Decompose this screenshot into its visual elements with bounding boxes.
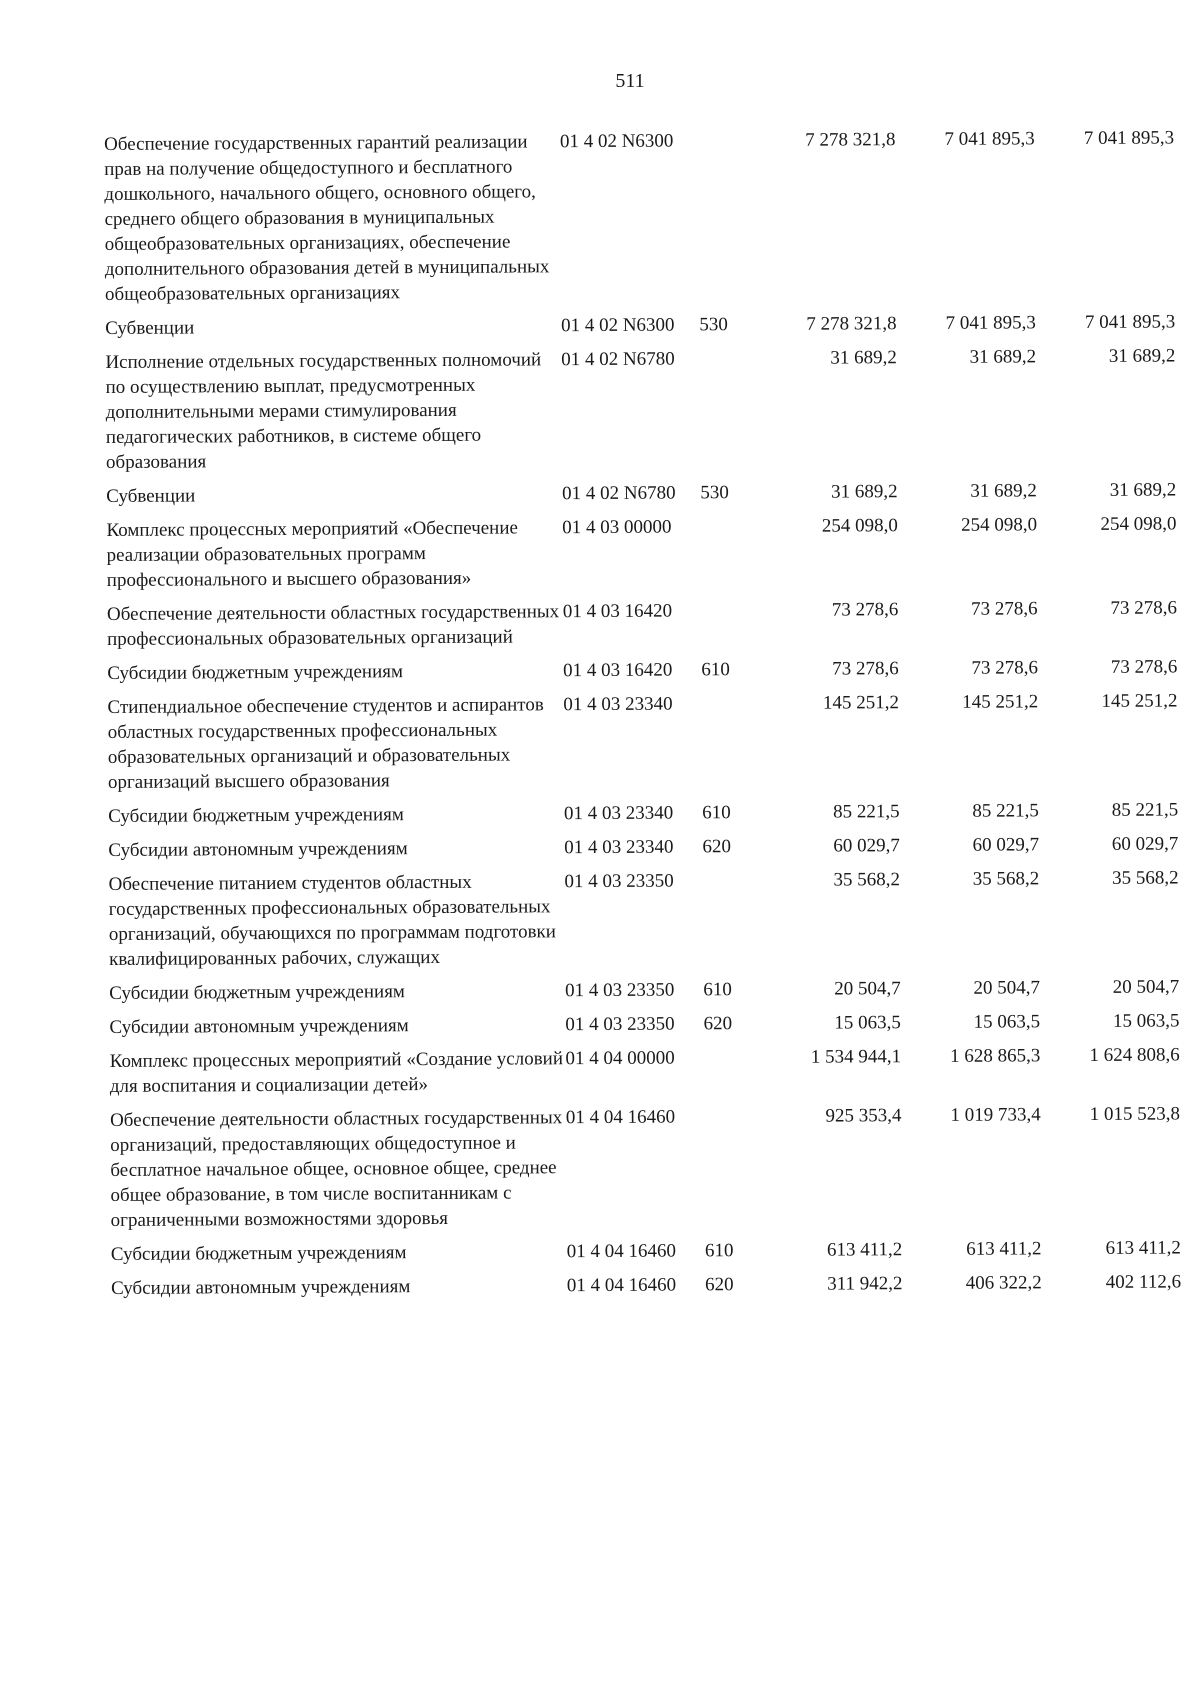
page-number: 511 bbox=[615, 70, 645, 92]
row-expense-type: 530 bbox=[700, 482, 729, 504]
row-expense-type: 530 bbox=[699, 314, 728, 336]
row-expense-type: 610 bbox=[703, 979, 732, 1001]
row-amount-year-2: 73 278,6 bbox=[971, 657, 1039, 679]
table-row bbox=[111, 1269, 1181, 1310]
row-amount-year-1: 311 942,2 bbox=[827, 1273, 903, 1295]
row-expense-type: 620 bbox=[703, 1013, 733, 1035]
row-amount-year-3: 1 624 808,6 bbox=[1089, 1044, 1180, 1066]
row-code: 01 4 02 N6780 bbox=[561, 482, 676, 505]
row-code: 01 4 02 N6300 bbox=[560, 314, 675, 337]
row-amount-year-1: 15 063,5 bbox=[834, 1012, 901, 1034]
row-name: Субсидии автономным учреждениям bbox=[108, 838, 408, 861]
row-amount-year-3: 20 504,7 bbox=[1112, 976, 1180, 998]
row-amount-year-3: 85 221,5 bbox=[1111, 799, 1179, 821]
row-amount-year-2: 7 041 895,3 bbox=[944, 128, 1035, 150]
row-expense-type bbox=[702, 691, 761, 800]
row-amount-year-1: 73 278,6 bbox=[831, 599, 899, 621]
row-amount-year-1: 925 353,4 bbox=[825, 1105, 902, 1127]
row-amount-year-3: 73 278,6 bbox=[1110, 656, 1178, 678]
row-amount-year-2: 73 278,6 bbox=[971, 598, 1038, 620]
row-amount-year-3: 7 041 895,3 bbox=[1083, 127, 1175, 150]
table-row bbox=[104, 125, 1175, 316]
row-expense-type bbox=[700, 514, 759, 598]
row-code: 01 4 03 23350 bbox=[565, 979, 675, 1002]
row-name: Обеспечение питанием студентов областных государственных профессиональных образовательных организаций, обучающихся по программам подготовки квалифицированных рабочих, служащих bbox=[108, 871, 556, 970]
row-amount-year-2: 406 322,2 bbox=[965, 1272, 1042, 1294]
row-amount-year-1: 60 029,7 bbox=[833, 835, 900, 857]
row-name: Обеспечение государственных гарантий реализации прав на получение общедоступного и бесплатного дошкольного, начального общего, основного общего, среднего общего образования в муниципальных общеобразовательных организациях, обеспечение дополнительного образования детей в муниципальных общеобразовательных организациях bbox=[104, 131, 550, 305]
row-expense-type: 620 bbox=[705, 1274, 734, 1296]
row-amount-year-1: 85 221,5 bbox=[833, 801, 900, 823]
row-code: 01 4 04 16460 bbox=[565, 1106, 676, 1129]
row-code: 01 4 03 23340 bbox=[563, 693, 673, 716]
row-name: Субсидии автономным учреждениям bbox=[109, 1015, 409, 1038]
row-expense-type bbox=[701, 598, 759, 657]
row-amount-year-2: 15 063,5 bbox=[973, 1011, 1041, 1033]
row-name: Исполнение отдельных государственных полномочий по осуществлению выплат, предусмотренных дополнительными мерами стимулирования педагогических работников, в системе общего образования bbox=[105, 349, 542, 473]
row-name: Субвенции bbox=[105, 317, 195, 339]
row-amount-year-2: 35 568,2 bbox=[972, 868, 1040, 890]
row-amount-year-2: 60 029,7 bbox=[972, 834, 1040, 856]
row-expense-type bbox=[704, 1045, 762, 1104]
table-row bbox=[107, 688, 1178, 804]
row-amount-year-3: 402 112,6 bbox=[1105, 1271, 1182, 1293]
row-amount-year-1: 1 534 944,1 bbox=[810, 1046, 902, 1068]
row-name: Субсидии бюджетным учреждениям bbox=[109, 981, 405, 1004]
row-code: 01 4 03 23350 bbox=[565, 1013, 675, 1036]
row-code: 01 4 04 16460 bbox=[566, 1274, 677, 1297]
row-expense-type: 610 bbox=[704, 1240, 734, 1262]
table-row bbox=[110, 1101, 1181, 1242]
row-expense-type: 620 bbox=[702, 836, 732, 858]
row-amount-year-3: 145 251,2 bbox=[1101, 690, 1178, 712]
row-name: Комплекс процессных мероприятий «Создание условий для воспитания и социализации детей» bbox=[109, 1048, 564, 1097]
row-amount-year-1: 73 278,6 bbox=[832, 658, 899, 680]
row-amount-year-3: 1 015 523,8 bbox=[1089, 1103, 1181, 1125]
row-amount-year-1: 613 411,2 bbox=[826, 1239, 903, 1261]
row-amount-year-3: 15 063,5 bbox=[1112, 1010, 1180, 1032]
row-amount-year-3: 7 041 895,3 bbox=[1084, 311, 1176, 334]
row-amount-year-2: 7 041 895,3 bbox=[945, 312, 1036, 334]
row-name: Стипендиальное обеспечение студентов и аспирантов областных государственных профессиональных образовательных организаций и образовательных организаций высшего образования bbox=[107, 694, 544, 793]
row-name: Субсидии бюджетным учреждениям bbox=[110, 1242, 407, 1265]
row-code: 01 4 03 23340 bbox=[563, 802, 674, 825]
row-code: 01 4 02 N6780 bbox=[561, 348, 675, 371]
row-expense-type: 610 bbox=[701, 659, 730, 681]
row-name: Обеспечение деятельности областных государственных профессиональных образовательных организаций bbox=[106, 601, 560, 650]
row-name: Субсидии бюджетным учреждениям bbox=[107, 661, 404, 684]
table-row bbox=[110, 1042, 1180, 1108]
row-amount-year-3: 613 411,2 bbox=[1105, 1237, 1181, 1259]
row-amount-year-2: 20 504,7 bbox=[973, 977, 1040, 999]
row-name: Комплекс процессных мероприятий «Обеспечение реализации образовательных программ профессионального и высшего образования» bbox=[106, 517, 518, 591]
row-name: Субвенции bbox=[106, 485, 196, 507]
row-expense-type bbox=[698, 128, 757, 312]
row-amount-year-1: 254 098,0 bbox=[821, 515, 898, 537]
row-amount-year-2: 31 689,2 bbox=[970, 480, 1037, 502]
row-amount-year-1: 7 278 321,8 bbox=[805, 129, 896, 151]
row-code: 01 4 03 16420 bbox=[563, 659, 673, 682]
row-code: 01 4 03 23350 bbox=[564, 870, 674, 893]
budget-table bbox=[104, 125, 1181, 1310]
row-amount-year-1: 20 504,7 bbox=[834, 978, 901, 1000]
row-name: Субсидии бюджетным учреждениям bbox=[108, 804, 404, 827]
row-amount-year-2: 85 221,5 bbox=[972, 800, 1039, 822]
row-code: 01 4 03 23340 bbox=[564, 836, 674, 859]
row-amount-year-3: 73 278,6 bbox=[1110, 597, 1177, 619]
row-amount-year-3: 254 098,0 bbox=[1100, 513, 1177, 535]
row-amount-year-2: 254 098,0 bbox=[961, 514, 1038, 536]
row-expense-type bbox=[699, 346, 758, 480]
row-name: Обеспечение деятельности областных государственных организаций, предоставляющих общедоступное и бесплатное начальное общее, основное общее, среднее общее образование, в том числе воспитанникам с ограниченными возможностями здоровья bbox=[109, 1107, 563, 1231]
row-code: 01 4 04 00000 bbox=[565, 1047, 675, 1070]
row-amount-year-1: 7 278 321,8 bbox=[806, 313, 897, 335]
row-amount-year-3: 31 689,2 bbox=[1109, 479, 1177, 501]
row-code: 01 4 02 N6300 bbox=[559, 130, 674, 153]
table-body bbox=[104, 125, 1181, 1310]
row-amount-year-2: 613 411,2 bbox=[966, 1238, 1042, 1260]
row-amount-year-1: 31 689,2 bbox=[830, 347, 897, 369]
row-amount-year-1: 35 568,2 bbox=[833, 869, 901, 891]
row-amount-year-3: 31 689,2 bbox=[1108, 345, 1176, 367]
table-row bbox=[107, 595, 1177, 661]
row-amount-year-2: 1 019 733,4 bbox=[950, 1104, 1041, 1126]
row-code: 01 4 04 16460 bbox=[566, 1240, 677, 1263]
row-amount-year-1: 31 689,2 bbox=[831, 481, 898, 503]
row-amount-year-2: 31 689,2 bbox=[969, 346, 1037, 368]
row-expense-type: 610 bbox=[702, 802, 731, 824]
row-code: 01 4 03 16420 bbox=[562, 600, 673, 623]
row-expense-type bbox=[704, 1104, 763, 1238]
table-row bbox=[109, 865, 1180, 981]
table-row bbox=[106, 511, 1176, 602]
row-expense-type bbox=[703, 868, 762, 977]
row-amount-year-1: 145 251,2 bbox=[822, 692, 900, 714]
row-amount-year-2: 1 628 865,3 bbox=[950, 1045, 1041, 1067]
row-name: Субсидии автономным учреждениям bbox=[111, 1276, 411, 1299]
row-amount-year-2: 145 251,2 bbox=[962, 691, 1039, 713]
row-amount-year-3: 35 568,2 bbox=[1112, 867, 1179, 889]
table-row bbox=[105, 343, 1176, 484]
row-amount-year-3: 60 029,7 bbox=[1111, 833, 1179, 855]
row-code: 01 4 03 00000 bbox=[562, 516, 672, 539]
